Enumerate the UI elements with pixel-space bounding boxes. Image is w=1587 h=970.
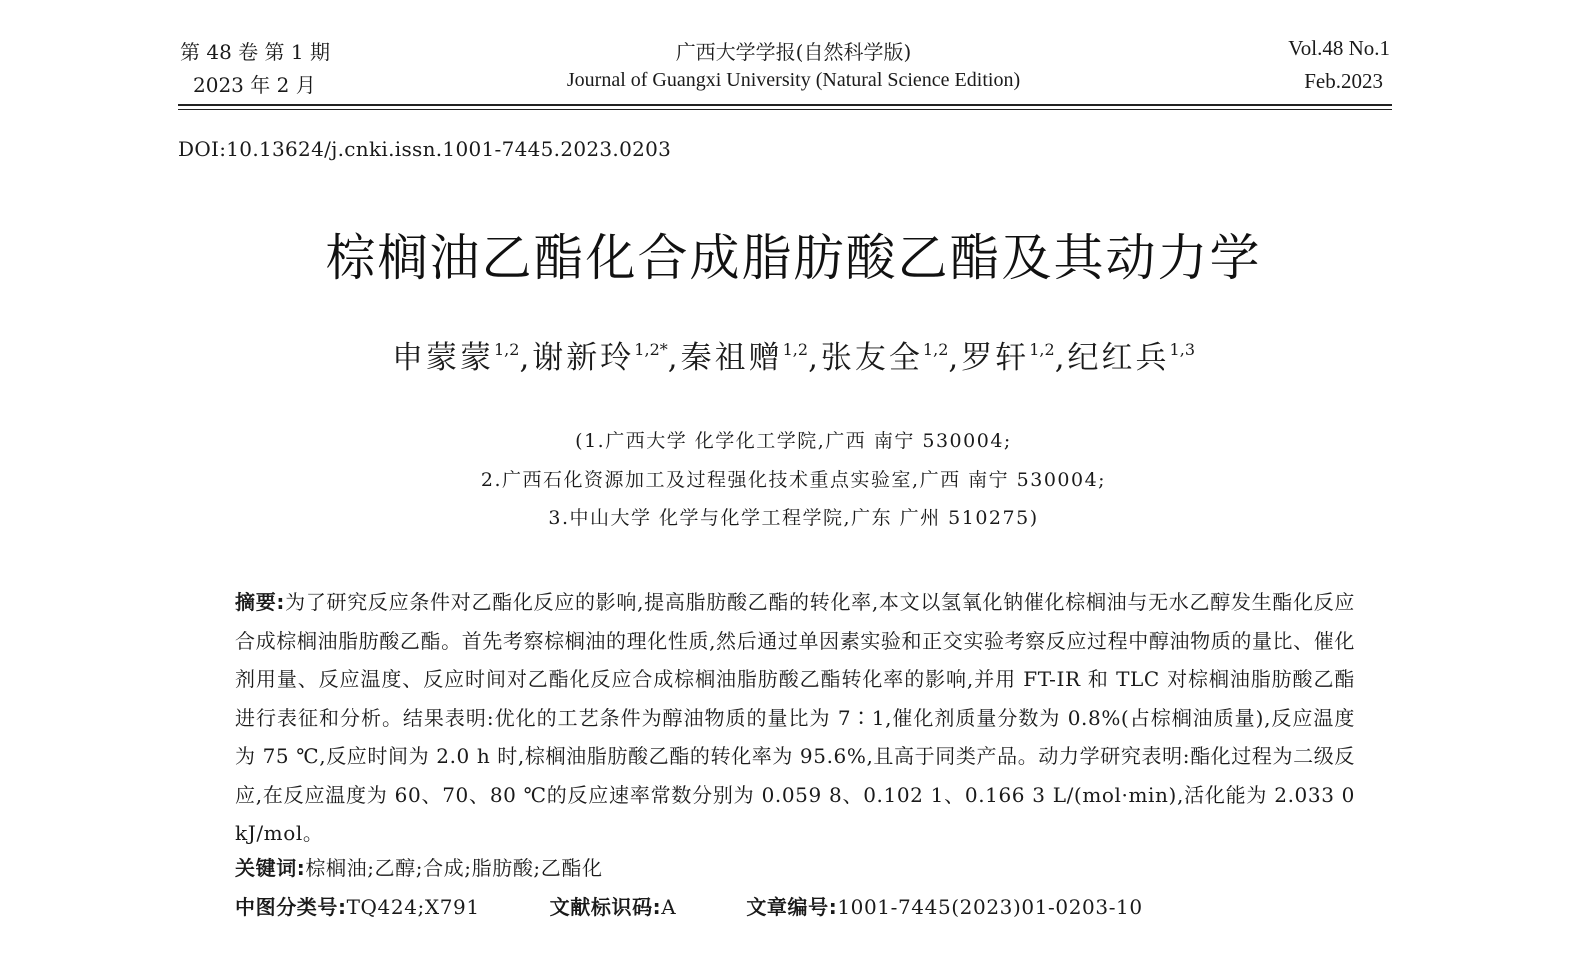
author: 罗轩$^{1,2}$,: [961, 339, 1068, 376]
author: 申蒙蒙$^{1,2}$,: [391, 339, 533, 376]
affiliation-3: 3.中山大学 化学与化学工程学院,广东 广州 510275): [548, 507, 1039, 529]
header-rule-thick: [178, 104, 1392, 106]
author-affiliation-mark: 1,2: [922, 339, 949, 359]
clc-number: [235, 891, 480, 920]
keywords-label: 关键词:: [235, 856, 306, 880]
doi: DOI:10.13624/j.cnki.issn.1001-7445.2023.0203: [178, 137, 672, 161]
author: 秦祖赠$^{1,2}$,: [680, 339, 821, 376]
clc-label: 中图分类号:: [235, 895, 347, 919]
author-list: [0, 332, 1587, 377]
author-affiliation-mark: 1,2: [493, 339, 520, 359]
paper-title: 棕榈油乙酯化合成脂肪酸乙酯及其动力学: [325, 229, 1262, 287]
volume-issue-en: Vol.48 No.1: [1288, 36, 1390, 60]
date-cn: 2023 年 2 月: [193, 73, 316, 97]
author-affiliation-mark: 1,2: [1029, 339, 1055, 359]
keywords: [235, 852, 603, 881]
affiliation-2: 2.广西石化资源加工及过程强化技术重点实验室,广西 南宁 530004;: [480, 469, 1107, 491]
volume-issue-cn: 第 48 卷 第 1 期: [180, 40, 330, 64]
affiliation-1: (1.广西大学 化学化工学院,广西 南宁 530004;: [575, 430, 1012, 452]
author: 张友全$^{1,2}$,: [820, 339, 962, 376]
document-code-label: 文献标识码:: [549, 895, 662, 919]
document-code-value: A: [661, 895, 677, 919]
keywords-text: 棕榈油;乙醇;合成;脂肪酸;乙酯化: [305, 856, 603, 880]
journal-title-en: Journal of Guangxi University (Natural Science Edition): [566, 69, 1021, 91]
article-number-value: 1001-7445(2023)01-0203-10: [837, 895, 1143, 919]
article-number-label: 文章编号:: [746, 895, 838, 919]
classification-line: [235, 891, 1143, 920]
author: 谢新玲$^{1,2*}$,: [532, 339, 681, 376]
abstract-text: 为了研究反应条件对乙酯化反应的影响,提高脂肪酸乙酯的转化率,本文以氢氧化钠催化棕榈油与无水乙醇发生酯化反应合成棕榈油脂肪酸乙酯。首先考察棕榈油的理化性质,然后通过单因素实验和正交实验考察反应过程中醇油物质的量比、催化剂用量、反应温度、反应时间对乙酯化反应合成棕榈油脂肪酸乙酯转化率的影响,并用 FT-IR 和 TLC 对棕榈油脂肪酸乙酯进行表征和分析。结果表明:优化的工艺条件为醇油物质的量比为 7∶1,催化剂质量分数为 0.8%(占棕榈油质量),反应温度为 75 ℃,反应时间为 2.0 h 时,棕榈油脂肪酸乙酯的转化率为 95.6%,且高于同类产品。动力学研究表明:酯化过程为二级反应,在反应温度为 60、70、80 ℃的反应速率常数分别为 0.059 8、0.102 1、0.166 3 L/(mol·min),活化能为 2.033 0 kJ/mol。: [235, 590, 1355, 845]
clc-value: TQ424;X791: [346, 895, 480, 919]
abstract-label: 摘要:: [235, 590, 286, 614]
document-code: [550, 891, 677, 920]
author-affiliation-mark: 1,3: [1169, 339, 1195, 359]
abstract: [235, 583, 1355, 853]
author-affiliation-mark: 1,2*: [634, 339, 668, 359]
author: 纪红兵$^{1,3}$: [1067, 339, 1195, 376]
header-rule-thin: [178, 109, 1392, 110]
article-number: [746, 891, 1142, 920]
date-en: Feb.2023: [1304, 69, 1383, 93]
journal-title-cn: 广西大学学报(自然科学版): [675, 40, 912, 64]
author-affiliation-mark: 1,2: [782, 339, 809, 359]
